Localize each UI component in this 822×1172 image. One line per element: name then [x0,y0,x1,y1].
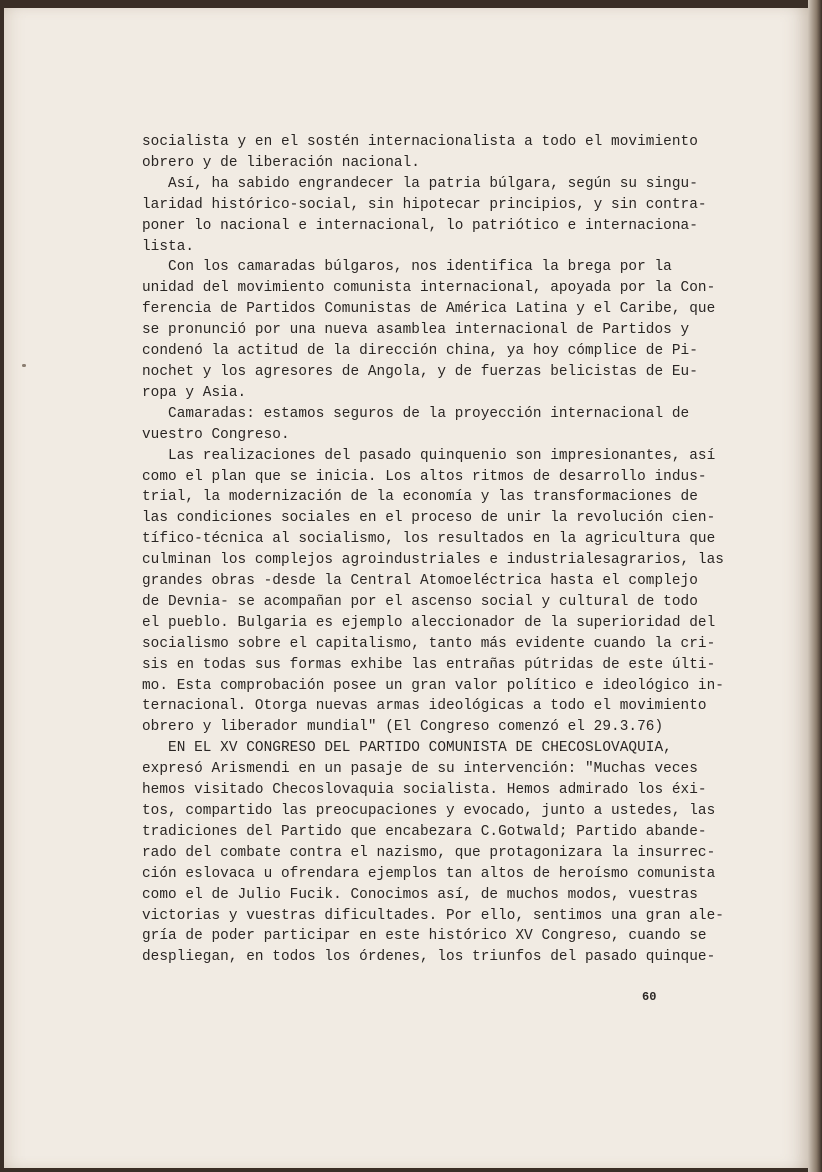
text-line: culminan los complejos agroindustriales e industrialesagrarios, las [142,552,724,569]
text-line: tos, compartido las preocupaciones y evocado, junto a ustedes, las [142,803,716,819]
text-line: condenó la actitud de la dirección china, ya hoy cómplice de Pi- [142,343,698,360]
document-page [4,8,812,1168]
text-line: victorias y vuestras dificultades. Por ello, sentimos una gran ale- [142,907,724,924]
text-line: rado del combate contra el nazismo, que protagonizara la insurrec- [142,844,716,861]
text-line: Las realizaciones del pasado quinquenio son impresionantes, así [142,447,716,464]
text-line: mo. Esta comprobación posee un gran valor político e ideológico in- [142,677,724,694]
text-line: el pueblo. Bulgaria es ejemplo aleccionador de la superioridad del [142,614,716,631]
text-line: despliegan, en todos los órdenes, los triunfos del pasado quinque- [142,949,716,966]
text-line: las condiciones sociales en el proceso de unir la revolución cien- [142,510,716,527]
text-line: ción eslovaca u ofrendara ejemplos tan altos de heroísmo comunista [142,865,716,882]
text-line: vuestro Congreso. [142,426,290,443]
page-number: 60 [642,990,657,1004]
text-line: ternacional. Otorga nuevas armas ideológicas a todo el movimiento [142,698,707,715]
paper-speck [22,364,26,367]
text-line: socialista y en el sostén internacionalista a todo el movimiento [142,134,698,150]
text-line: hemos visitado Checoslovaquia socialista. Hemos admirado los éxi- [142,782,707,799]
text-line: laridad histórico-social, sin hipotecar principios, y sin contra- [142,196,707,213]
text-line: poner lo nacional e internacional, lo patriótico e internaciona- [142,217,698,234]
text-line: se pronunció por una nueva asamblea internacional de Partidos y [142,322,690,339]
text-line: Camaradas: estamos seguros de la proyección internacional de [142,405,690,422]
text-line: grandes obras -desde la Central Atomoeléctrica hasta el complejo [142,573,698,590]
text-line: tífico-técnica al socialismo, los resultados en la agricultura que [142,531,716,548]
text-line: trial, la modernización de la economía y las transformaciones de [142,489,698,506]
text-line: expresó Arismendi en un pasaje de su intervención: "Muchas veces [142,761,698,778]
text-line: de Devnia- se acompañan por el ascenso social y cultural de todo [142,593,698,610]
body-text [142,132,722,968]
text-line: como el de Julio Fucik. Conocimos así, de muchos modos, vuestras [142,886,698,903]
text-line: obrero y liberador mundial" (El Congreso comenzó el 29.3.76) [142,719,664,736]
text-line: sis en todas sus formas exhibe las entrañas pútridas de este últi- [142,656,716,673]
text-line: gría de poder participar en este histórico XV Congreso, cuando se [142,928,707,945]
text-line: Con los camaradas búlgaros, nos identifica la brega por la [142,259,672,276]
text-line: obrero y de liberación nacional. [142,154,420,171]
text-line: ropa y Asia. [142,384,247,401]
text-line: Así, ha sabido engrandecer la patria búlgara, según su singu- [142,175,698,192]
text-line: EN EL XV CONGRESO DEL PARTIDO COMUNISTA DE CHECOSLOVAQUIA, [142,740,672,757]
page-edge-shadow [808,0,822,1172]
text-line: nochet y los agresores de Angola, y de fuerzas belicistas de Eu- [142,363,698,380]
text-line: ferencia de Partidos Comunistas de América Latina y el Caribe, que [142,301,716,318]
text-line: socialismo sobre el capitalismo, tanto más evidente cuando la cri- [142,635,716,652]
text-line: como el plan que se inicia. Los altos ritmos de desarrollo indus- [142,468,707,485]
text-line: tradiciones del Partido que encabezara C.Gotwald; Partido abande- [142,823,707,840]
text-line: unidad del movimiento comunista internacional, apoyada por la Con- [142,280,716,297]
text-line: lista. [142,238,195,255]
